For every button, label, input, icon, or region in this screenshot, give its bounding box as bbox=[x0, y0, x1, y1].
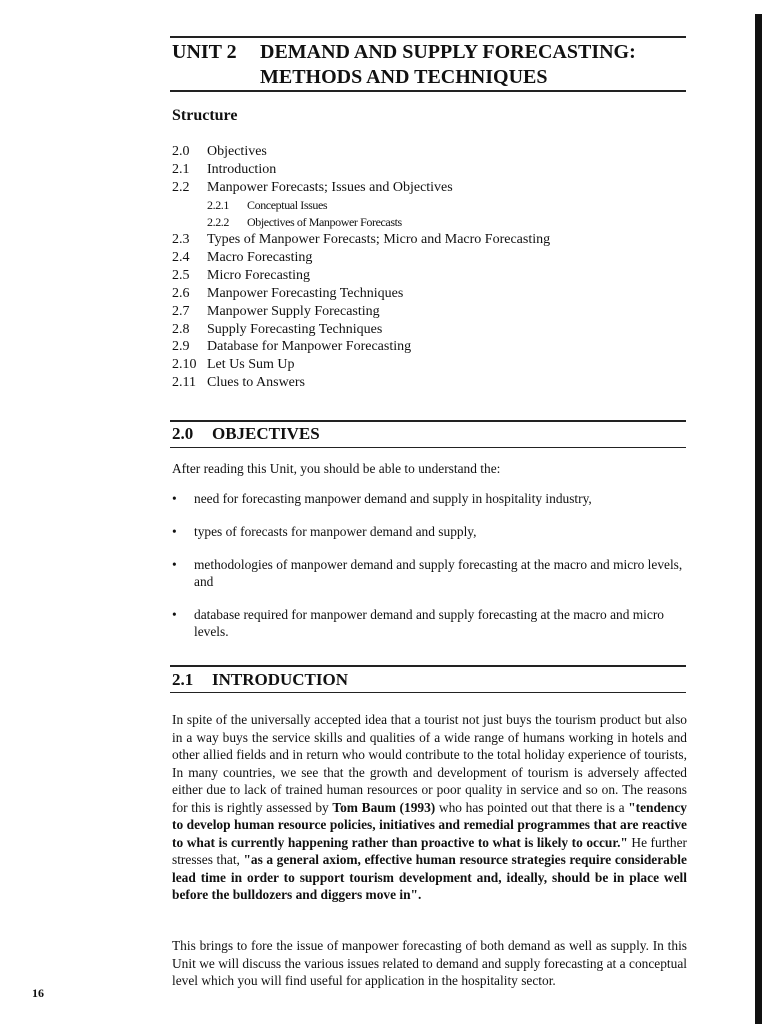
toc-item-2-8[interactable]: 2.8 Supply Forecasting Techniques bbox=[172, 321, 383, 337]
list-item: • need for forecasting manpower demand and supply in hospitality industry, bbox=[172, 491, 592, 506]
bullet-icon: • bbox=[172, 524, 177, 539]
introduction-title: INTRODUCTION bbox=[212, 670, 349, 689]
quote-2: "as a general axiom, effective human resource strategies require considerable lead time in order to support tourism development and, ideally, should be in place well before the bulldozers and diggers move in". bbox=[172, 852, 687, 902]
introduction-paragraph-2: This brings to fore the issue of manpower forecasting of both demand as well as supply. In this Unit we will discuss the various issues related to demand and supply forecasting at a conceptual level which you will find useful for application in the hospitality sector. bbox=[172, 938, 687, 988]
header-bottom-rule bbox=[170, 90, 686, 92]
objectives-number: 2.0 bbox=[172, 424, 194, 443]
introduction-paragraph-1: In spite of the universally accepted idea that a tourist not just buys the tourism product but also in a way buys the service skills and qualities of a wide range of humans working in hotels and other allied fields and in return who would contribute to the total holiday experience of tourists, In many countries, we see that the growth and development of tourism is adversely affected either due to lack of trained human resources or poor quality in service and so on. The reasons for this is rightly assessed by Tom Baum (1993) who has pointed out that there is a "tendency to develop human resource policies, initiatives and remedial programmes that are reactive to what is currently happening rather than proactive to what is likely to occur." He further stresses that, "as a general axiom, effective human resource strategies require considerable lead time in order to support tourism development and, ideally, should be in place well before the bulldozers and diggers move in". bbox=[172, 712, 687, 902]
structure-heading: Structure bbox=[172, 107, 238, 124]
toc-item-2-4[interactable]: 2.4 Macro Forecasting bbox=[172, 249, 313, 265]
unit-title bbox=[172, 40, 636, 90]
toc-item-2-11[interactable]: 2.11 Clues to Answers bbox=[172, 375, 305, 391]
list-item: • methodologies of manpower demand and supply forecasting at the macro and micro levels, and bbox=[172, 557, 683, 589]
author-citation: Tom Baum (1993) bbox=[332, 799, 436, 815]
toc-item-2-10[interactable]: 2.10 Let Us Sum Up bbox=[172, 357, 295, 373]
unit-title-text-line1: DEMAND AND SUPPLY FORECASTING: bbox=[260, 41, 636, 63]
introduction-bottom-rule bbox=[170, 692, 686, 693]
bullet-icon: • bbox=[172, 607, 177, 622]
toc-item-2-7[interactable]: 2.7 Manpower Supply Forecasting bbox=[172, 303, 380, 319]
objectives-intro: After reading this Unit, you should be able to understand the: bbox=[172, 461, 501, 476]
structure-list bbox=[172, 143, 550, 392]
toc-item-2-3[interactable]: 2.3 Types of Manpower Forecasts; Micro and Macro Forecasting bbox=[172, 232, 551, 248]
introduction-number: 2.1 bbox=[172, 670, 194, 689]
bullet-icon: • bbox=[172, 557, 177, 572]
bullet-icon: • bbox=[172, 491, 177, 506]
introduction-heading bbox=[172, 670, 348, 690]
toc-item-2-9[interactable]: 2.9 Database for Manpower Forecasting bbox=[172, 339, 412, 355]
objectives-bottom-rule bbox=[170, 447, 686, 448]
objectives-top-rule bbox=[170, 420, 686, 422]
toc-item-2-2[interactable]: 2.2 Manpower Forecasts; Issues and Objectives bbox=[172, 179, 453, 195]
objectives-list bbox=[172, 490, 687, 656]
unit-number: UNIT 2 bbox=[172, 41, 237, 63]
unit-title-text-line2: METHODS AND TECHNIQUES bbox=[260, 66, 548, 88]
toc-item-2-0[interactable]: 2.0 Objectives bbox=[172, 144, 267, 159]
objectives-heading bbox=[172, 424, 320, 444]
list-item: • database required for manpower demand and supply forecasting at the macro and micro levels. bbox=[172, 607, 664, 639]
list-item: • types of forecasts for manpower demand and supply, bbox=[172, 524, 477, 539]
toc-item-2-5[interactable]: 2.5 Micro Forecasting bbox=[172, 267, 311, 283]
page-edge-shadow bbox=[755, 14, 762, 1024]
toc-item-2-1[interactable]: 2.1 Introduction bbox=[172, 161, 277, 177]
objectives-title: OBJECTIVES bbox=[212, 424, 320, 443]
toc-item-2-6[interactable]: 2.6 Manpower Forecasting Techniques bbox=[172, 285, 404, 301]
unit-title-line1 bbox=[172, 40, 636, 65]
header-top-rule bbox=[170, 36, 686, 38]
toc-item-2-2-2[interactable]: 2.2.2 Objectives of Manpower Forecasts bbox=[207, 214, 402, 229]
introduction-top-rule bbox=[170, 665, 686, 667]
quote-1: "tendency to develop human resource policies, initiatives and remedial programmes that are reactive to what is currently happening rather than proactive to what is likely to occur." bbox=[172, 799, 687, 850]
page-number: 16 bbox=[32, 986, 44, 1000]
toc-item-2-2-1[interactable]: 2.2.1 Conceptual Issues bbox=[207, 197, 328, 212]
